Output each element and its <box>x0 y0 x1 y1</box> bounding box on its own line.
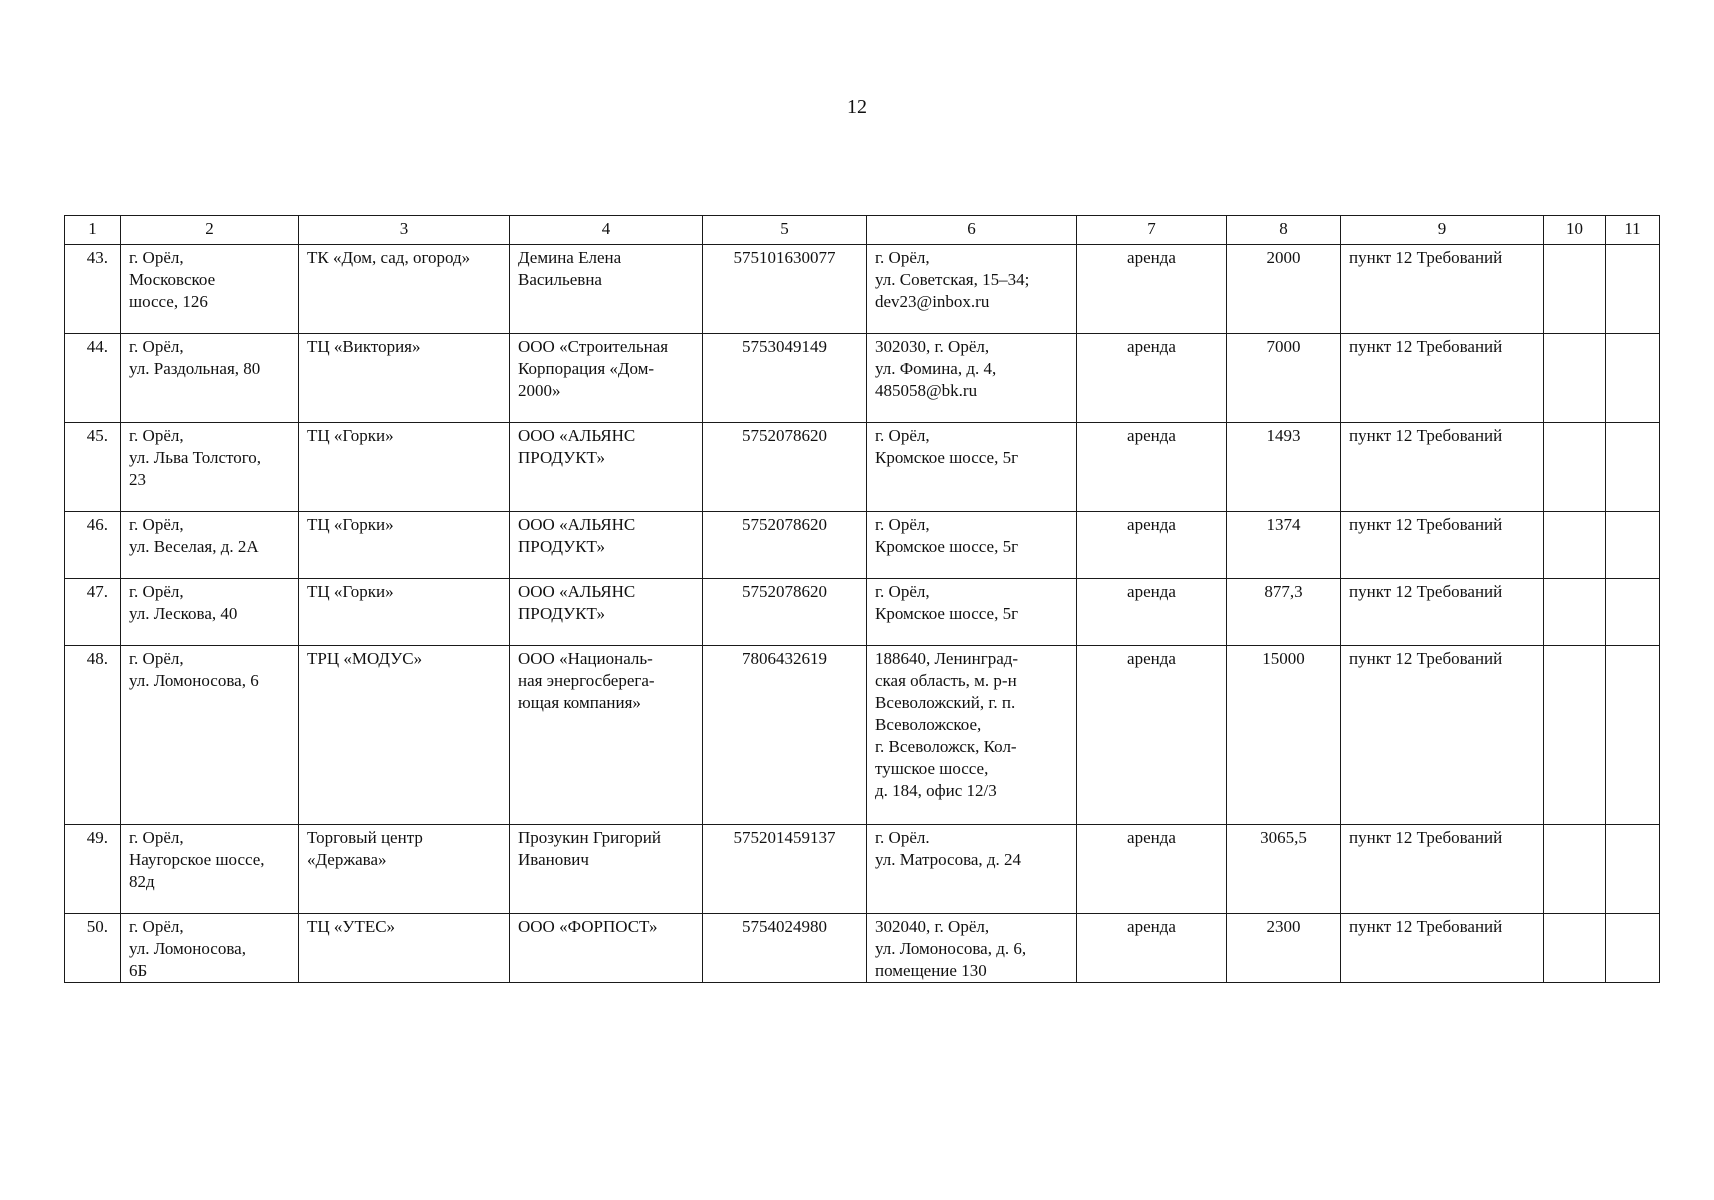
object-name-line: ТРЦ «МОДУС» <box>307 649 423 668</box>
owner-address-line: 302030, г. Орёл, <box>875 337 990 356</box>
area-value: 877,3 <box>1227 579 1341 646</box>
owner-name <box>510 512 703 579</box>
header-col-3: 3 <box>299 216 510 245</box>
col-10-cell <box>1544 245 1606 334</box>
header-col-9: 9 <box>1341 216 1544 245</box>
registry-table <box>64 215 1660 983</box>
owner-name <box>510 579 703 646</box>
object-address-line: Наугорское шоссе, <box>129 850 265 869</box>
owner-address <box>867 579 1077 646</box>
col-10-cell <box>1544 579 1606 646</box>
header-col-2: 2 <box>121 216 299 245</box>
owner-inn: 5752078620 <box>703 512 867 579</box>
col-11-cell <box>1606 825 1660 914</box>
owner-name <box>510 334 703 423</box>
owner-name <box>510 245 703 334</box>
owner-address <box>867 245 1077 334</box>
basis-reference: пункт 12 Требований <box>1341 579 1544 646</box>
object-address <box>121 423 299 512</box>
object-address <box>121 579 299 646</box>
owner-address <box>867 914 1077 983</box>
owner-address-line: Всеволожский, г. п. <box>875 693 1016 712</box>
col-10-cell <box>1544 914 1606 983</box>
owner-name-line: Прозукин Григорий <box>518 828 661 847</box>
owner-address <box>867 646 1077 825</box>
area-value: 2000 <box>1227 245 1341 334</box>
object-address-line: ул. Льва Толстого, <box>129 448 262 467</box>
header-col-4: 4 <box>510 216 703 245</box>
owner-address-line: ул. Советская, 15–34; <box>875 270 1030 289</box>
area-value: 7000 <box>1227 334 1341 423</box>
owner-address-line: 188640, Ленинград- <box>875 649 1019 668</box>
object-name-line: ТЦ «Горки» <box>307 515 394 534</box>
table-body <box>65 245 1660 983</box>
owner-address-line: ул. Матросова, д. 24 <box>875 850 1022 869</box>
object-address-line: ул. Ломоносова, 6 <box>129 671 259 690</box>
owner-address-line: г. Орёл, <box>875 426 930 445</box>
object-address-line: 23 <box>129 470 146 489</box>
owner-address-line: Кромское шоссе, 5г <box>875 448 1019 467</box>
owner-name-line: ющая компания» <box>518 693 641 712</box>
row-number: 49. <box>65 825 121 914</box>
object-address <box>121 646 299 825</box>
table-row <box>65 825 1660 914</box>
object-address <box>121 512 299 579</box>
owner-address <box>867 334 1077 423</box>
owner-name-line: ПРОДУКТ» <box>518 448 605 467</box>
owner-name-line: ООО «АЛЬЯНС <box>518 582 636 601</box>
area-value: 1493 <box>1227 423 1341 512</box>
owner-name <box>510 825 703 914</box>
basis-reference: пункт 12 Требований <box>1341 512 1544 579</box>
col-11-cell <box>1606 245 1660 334</box>
header-col-10: 10 <box>1544 216 1606 245</box>
owner-name-line: ООО «АЛЬЯНС <box>518 426 636 445</box>
basis-reference: пункт 12 Требований <box>1341 825 1544 914</box>
usage-right: аренда <box>1077 579 1227 646</box>
row-number: 47. <box>65 579 121 646</box>
object-address-line: г. Орёл, <box>129 917 184 936</box>
owner-name <box>510 914 703 983</box>
table-row <box>65 334 1660 423</box>
row-number: 50. <box>65 914 121 983</box>
owner-address-line: ул. Ломоносова, д. 6, <box>875 939 1027 958</box>
owner-inn: 575201459137 <box>703 825 867 914</box>
owner-inn: 7806432619 <box>703 646 867 825</box>
owner-name-line: 2000» <box>518 381 561 400</box>
owner-inn: 5752078620 <box>703 579 867 646</box>
object-address <box>121 245 299 334</box>
object-name-line: «Держава» <box>307 850 387 869</box>
owner-address-line: помещение 130 <box>875 961 987 980</box>
table-row <box>65 646 1660 825</box>
object-name <box>299 423 510 512</box>
owner-address-line: 302040, г. Орёл, <box>875 917 990 936</box>
object-address-line: ул. Ломоносова, <box>129 939 246 958</box>
basis-reference: пункт 12 Требований <box>1341 914 1544 983</box>
col-10-cell <box>1544 512 1606 579</box>
usage-right: аренда <box>1077 334 1227 423</box>
object-address-line: г. Орёл, <box>129 649 184 668</box>
owner-name-line: Иванович <box>518 850 589 869</box>
object-address <box>121 334 299 423</box>
object-name-line: ТК «Дом, сад, огород» <box>307 248 471 267</box>
object-address-line: г. Орёл, <box>129 248 184 267</box>
owner-inn: 5754024980 <box>703 914 867 983</box>
header-col-7: 7 <box>1077 216 1227 245</box>
header-col-1: 1 <box>65 216 121 245</box>
col-10-cell <box>1544 825 1606 914</box>
basis-reference: пункт 12 Требований <box>1341 334 1544 423</box>
owner-name-line: ная энергосберега- <box>518 671 655 690</box>
row-number: 46. <box>65 512 121 579</box>
header-col-8: 8 <box>1227 216 1341 245</box>
object-name <box>299 512 510 579</box>
row-number: 44. <box>65 334 121 423</box>
object-name <box>299 646 510 825</box>
usage-right: аренда <box>1077 646 1227 825</box>
owner-inn: 5753049149 <box>703 334 867 423</box>
header-row <box>65 216 1660 245</box>
table-row <box>65 579 1660 646</box>
owner-address-line: ская область, м. р-н <box>875 671 1017 690</box>
owner-address-line: Всеволожское, <box>875 715 982 734</box>
usage-right: аренда <box>1077 825 1227 914</box>
owner-inn: 575101630077 <box>703 245 867 334</box>
object-address <box>121 825 299 914</box>
owner-address-line: тушское шоссе, <box>875 759 989 778</box>
table-row <box>65 423 1660 512</box>
object-name <box>299 579 510 646</box>
col-11-cell <box>1606 512 1660 579</box>
object-name <box>299 914 510 983</box>
object-address-line: г. Орёл, <box>129 828 184 847</box>
basis-reference: пункт 12 Требований <box>1341 245 1544 334</box>
object-name-line: ТЦ «Виктория» <box>307 337 421 356</box>
object-name-line: Торговый центр <box>307 828 423 847</box>
owner-address-line: г. Орёл, <box>875 582 930 601</box>
object-address-line: г. Орёл, <box>129 426 184 445</box>
basis-reference: пункт 12 Требований <box>1341 423 1544 512</box>
col-11-cell <box>1606 423 1660 512</box>
area-value: 2300 <box>1227 914 1341 983</box>
owner-inn: 5752078620 <box>703 423 867 512</box>
owner-address-line: 485058@bk.ru <box>875 381 978 400</box>
owner-address-line: г. Всеволожск, Кол- <box>875 737 1017 756</box>
owner-address <box>867 512 1077 579</box>
col-11-cell <box>1606 334 1660 423</box>
col-11-cell <box>1606 646 1660 825</box>
usage-right: аренда <box>1077 914 1227 983</box>
owner-name-line: ПРОДУКТ» <box>518 537 605 556</box>
owner-address-line: ул. Фомина, д. 4, <box>875 359 997 378</box>
header-col-5: 5 <box>703 216 867 245</box>
owner-name-line: Васильевна <box>518 270 602 289</box>
col-10-cell <box>1544 646 1606 825</box>
table-row <box>65 512 1660 579</box>
row-number: 45. <box>65 423 121 512</box>
object-name-line: ТЦ «Горки» <box>307 426 394 445</box>
object-address <box>121 914 299 983</box>
object-address-line: ул. Веселая, д. 2А <box>129 537 259 556</box>
usage-right: аренда <box>1077 423 1227 512</box>
owner-name <box>510 646 703 825</box>
owner-name-line: ООО «АЛЬЯНС <box>518 515 636 534</box>
object-name-line: ТЦ «Горки» <box>307 582 394 601</box>
owner-name-line: ПРОДУКТ» <box>518 604 605 623</box>
page-number: 12 <box>847 96 867 118</box>
header-col-6: 6 <box>867 216 1077 245</box>
owner-name-line: ООО «ФОРПОСТ» <box>518 917 658 936</box>
col-10-cell <box>1544 423 1606 512</box>
object-name <box>299 245 510 334</box>
col-11-cell <box>1606 914 1660 983</box>
owner-address-line: г. Орёл, <box>875 515 930 534</box>
owner-address <box>867 825 1077 914</box>
owner-address-line: г. Орёл. <box>875 828 930 847</box>
owner-address-line: Кромское шоссе, 5г <box>875 604 1019 623</box>
object-name <box>299 334 510 423</box>
row-number: 43. <box>65 245 121 334</box>
object-name-line: ТЦ «УТЕС» <box>307 917 396 936</box>
owner-name-line: ООО «Националь- <box>518 649 653 668</box>
usage-right: аренда <box>1077 245 1227 334</box>
table-row <box>65 245 1660 334</box>
object-address-line: г. Орёл, <box>129 515 184 534</box>
basis-reference: пункт 12 Требований <box>1341 646 1544 825</box>
table-row <box>65 914 1660 983</box>
object-address-line: ул. Раздольная, 80 <box>129 359 261 378</box>
owner-name <box>510 423 703 512</box>
owner-address-line: Кромское шоссе, 5г <box>875 537 1019 556</box>
area-value: 15000 <box>1227 646 1341 825</box>
header-col-11: 11 <box>1606 216 1660 245</box>
table-header <box>65 216 1660 245</box>
area-value: 1374 <box>1227 512 1341 579</box>
object-address-line: 82д <box>129 872 155 891</box>
row-number: 48. <box>65 646 121 825</box>
object-address-line: ул. Лескова, 40 <box>129 604 238 623</box>
usage-right: аренда <box>1077 512 1227 579</box>
owner-name-line: Корпорация «Дом- <box>518 359 655 378</box>
owner-name-line: Демина Елена <box>518 248 622 267</box>
owner-address-line: dev23@inbox.ru <box>875 292 990 311</box>
owner-address-line: д. 184, офис 12/3 <box>875 781 997 800</box>
object-address-line: г. Орёл, <box>129 582 184 601</box>
object-address-line: Московское <box>129 270 216 289</box>
owner-address <box>867 423 1077 512</box>
object-name <box>299 825 510 914</box>
owner-address-line: г. Орёл, <box>875 248 930 267</box>
object-address-line: шоссе, 126 <box>129 292 208 311</box>
area-value: 3065,5 <box>1227 825 1341 914</box>
owner-name-line: ООО «Строительная <box>518 337 669 356</box>
col-10-cell <box>1544 334 1606 423</box>
col-11-cell <box>1606 579 1660 646</box>
object-address-line: г. Орёл, <box>129 337 184 356</box>
object-address-line: 6Б <box>129 961 148 980</box>
